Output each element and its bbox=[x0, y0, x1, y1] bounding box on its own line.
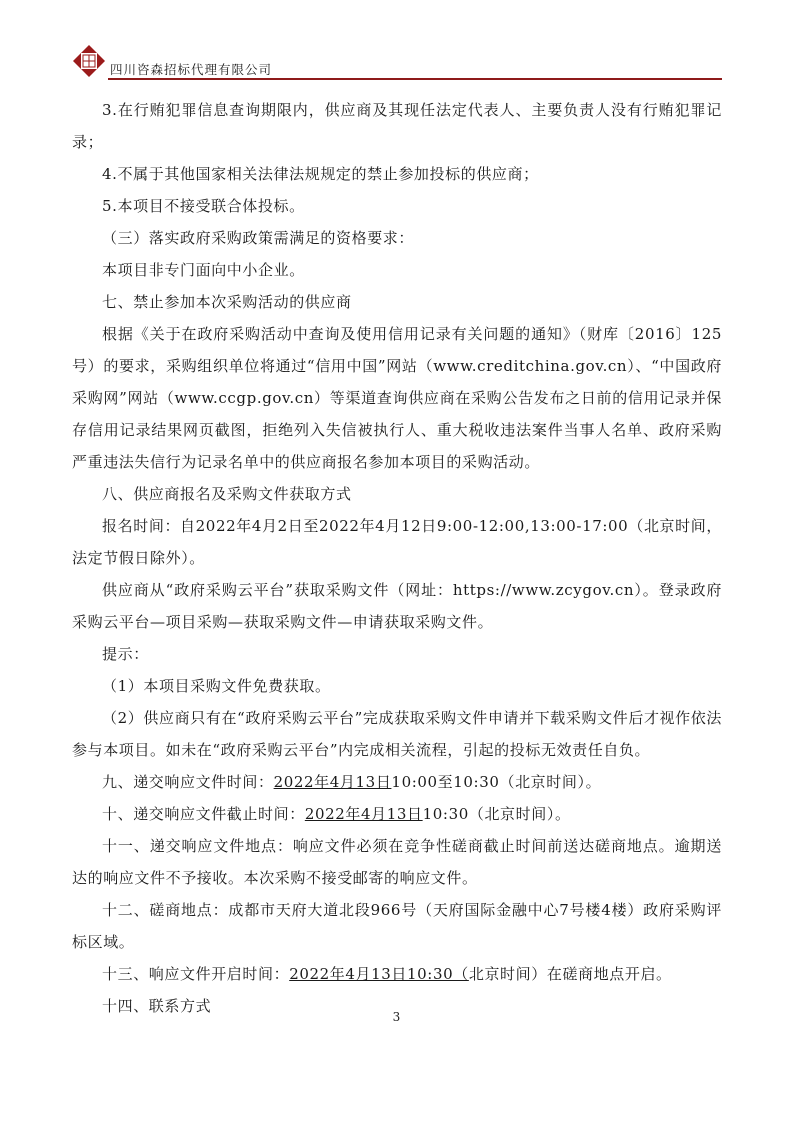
section-12-venue: 十二、磋商地点：成都市天府大道北段966号（天府国际金融中心7号楼4楼）政府采购评标区域。 bbox=[72, 901, 722, 951]
section-14-heading: 十四、联系方式 bbox=[102, 997, 212, 1015]
section-10-deadline bbox=[72, 798, 722, 830]
page-header bbox=[72, 40, 722, 82]
tips-heading: 提示： bbox=[102, 645, 149, 663]
section-8-heading: 八、供应商报名及采购文件获取方式 bbox=[102, 485, 352, 503]
section-9-label: 九、递交响应文件时间： bbox=[102, 773, 274, 791]
section-9-time: 10:00至10:30（北京时间）。 bbox=[391, 773, 602, 791]
document-access: 供应商从“政府采购云平台”获取采购文件（网址：https://www.zcygov.cn）。登录政府采购云平台—项目采购—获取采购文件—申请获取采购文件。 bbox=[72, 581, 722, 631]
section-13-datetime: 2022年4月13日10:30（ bbox=[289, 965, 469, 983]
page-number: 3 bbox=[392, 1010, 401, 1024]
registration-time: 报名时间：自2022年4月2日至2022年4月12日9:00-12:00,13:00-17:00（北京时间，法定节假日除外）。 bbox=[72, 517, 722, 567]
tip-1: （1）本项目采购文件免费获取。 bbox=[102, 677, 331, 695]
section-13-label: 十三、响应文件开启时间： bbox=[102, 965, 290, 983]
section-13-rest: 北京时间）在磋商地点开启。 bbox=[468, 965, 672, 983]
clause-4: 4.不属于其他国家相关法律法规规定的禁止参加投标的供应商； bbox=[102, 165, 539, 183]
section-11-location: 十一、递交响应文件地点：响应文件必须在竞争性磋商截止时间前送达磋商地点。逾期送达的响应文件不予接收。本次采购不接受邮寄的响应文件。 bbox=[72, 837, 722, 887]
header-divider bbox=[108, 78, 722, 80]
section-7-heading: 七、禁止参加本次采购活动的供应商 bbox=[102, 293, 352, 311]
section-9-submission-time bbox=[72, 766, 722, 798]
clause-5: 5.本项目不接受联合体投标。 bbox=[102, 197, 305, 215]
clause-3: 3.在行贿犯罪信息查询期限内，供应商及其现任法定代表人、主要负责人没有行贿犯罪记录； bbox=[72, 101, 722, 151]
section-10-time: 10:30（北京时间）。 bbox=[422, 805, 571, 823]
sme-note: 本项目非专门面向中小企业。 bbox=[102, 261, 305, 279]
tip-2: （2）供应商只有在“政府采购云平台”完成获取采购文件申请并下载采购文件后才视作依法参与本项目。如未在“政府采购云平台”内完成相关流程，引起的投标无效责任自负。 bbox=[72, 709, 722, 759]
section-9-date: 2022年4月13日 bbox=[273, 773, 392, 791]
company-logo bbox=[72, 44, 106, 78]
company-name: 四川咨森招标代理有限公司 bbox=[110, 62, 273, 77]
credit-check-paragraph: 根据《关于在政府采购活动中查询及使用信用记录有关问题的通知》（财库〔2016〕125号）的要求，采购组织单位将通过“信用中国”网站（www.creditchina.gov.cn）、“中国政府采购网”网站（www.ccgp.gov.cn）等渠道查询供应商在采购公告发布之日前的信用记录并保存信用记录结果网页截图，拒绝列入失信被执行人、重大税收违法案件当事人名单、政府采购严重违法失信行为记录名单中的供应商报名参加本项目的采购活动。 bbox=[72, 325, 722, 471]
section-13-opening bbox=[72, 958, 722, 990]
document-body bbox=[72, 94, 722, 1022]
section-10-date: 2022年4月13日 bbox=[304, 805, 423, 823]
policy-requirements-heading: （三）落实政府采购政策需满足的资格要求： bbox=[102, 229, 415, 247]
section-10-label: 十、递交响应文件截止时间： bbox=[102, 805, 305, 823]
